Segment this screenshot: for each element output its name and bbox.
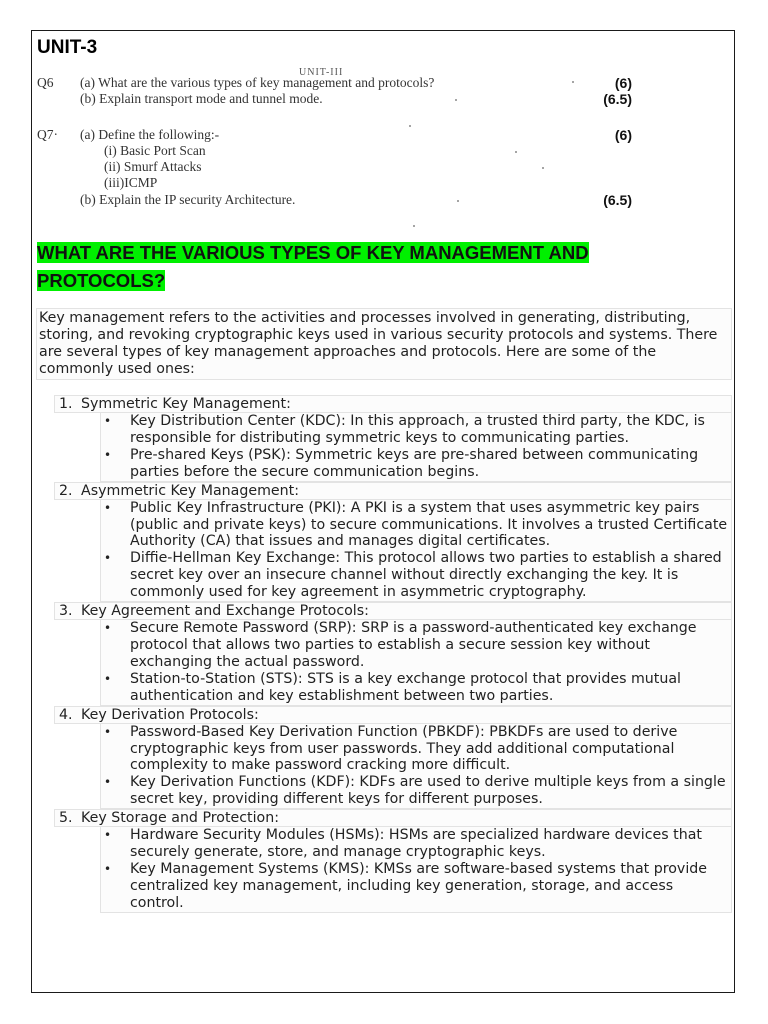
section-heading xyxy=(37,239,622,295)
section-title xyxy=(54,706,732,724)
bullet-item: • Pre-shared Keys (PSK): Symmetric keys are pre-shared between communicating parties before the secure communication begins. xyxy=(101,447,731,481)
list-item xyxy=(32,706,736,810)
section-title xyxy=(54,395,732,413)
scan-speck xyxy=(457,200,459,202)
q6-part-a-marks: (6) xyxy=(614,75,632,91)
section-number: 1. xyxy=(59,396,73,412)
q7-part-b-marks: (6.5) xyxy=(603,192,632,208)
section-number: 2. xyxy=(59,482,73,499)
scan-speck xyxy=(515,151,517,153)
scanned-question-image xyxy=(37,67,632,257)
bullet-list xyxy=(100,500,732,602)
section-title-text: Asymmetric Key Management: xyxy=(81,482,299,499)
q6-part-a: (a) What are the various types of key management and protocols? xyxy=(80,75,435,90)
section-title-text: Key Agreement and Exchange Protocols: xyxy=(81,603,369,620)
unit-title: UNIT-3 xyxy=(37,37,98,58)
bullet-item: • Station-to-Station (STS): STS is a key exchange protocol that provides mutual authentication and key establishment between two parties. xyxy=(101,671,731,705)
q7-item: (ii) Smurf Attacks xyxy=(104,159,202,174)
section-number: 5. xyxy=(59,810,73,827)
q6-part-b-marks: (6.5) xyxy=(603,91,632,107)
intro-paragraph: Key management refers to the activities and processes involved in generating, distributing, storing, and revoking cryptographic keys used in various security protocols and systems. There are several types of key management approaches and protocols. Here are some of the commonly used ones: xyxy=(36,308,732,380)
bullet-item: • Password-Based Key Derivation Function (PBKDF): PBKDFs are used to derive cryptographic keys from user passwords. They add additional computational complexity to make password cracking more difficult. xyxy=(101,724,731,775)
list-item xyxy=(32,482,736,602)
section-number: 4. xyxy=(59,706,73,723)
scan-speck xyxy=(413,225,415,227)
bullet-item: • Key Distribution Center (KDC): In this approach, a trusted third party, the KDC, is responsible for distributing symmetric keys to communicating parties. xyxy=(101,413,731,447)
q7-item: (iii)ICMP xyxy=(104,175,158,190)
bullet-item: • Key Derivation Functions (KDF): KDFs are used to derive multiple keys from a single secret key, providing different keys for different purposes. xyxy=(101,774,731,808)
key-management-list xyxy=(32,395,736,913)
q7-part-b: (b) Explain the IP security Architecture. xyxy=(80,192,296,207)
bullet-item: • Key Management Systems (KMS): KMSs are software-based systems that provide centralized key management, including key generation, storage, and access control. xyxy=(101,861,731,912)
bullet-list xyxy=(100,620,732,706)
scan-speck xyxy=(572,81,574,83)
q7-part-a-marks: (6) xyxy=(614,127,632,143)
bullet-list xyxy=(100,413,732,482)
section-number: 3. xyxy=(59,603,73,620)
section-title xyxy=(54,809,732,827)
section-title-text: Symmetric Key Management: xyxy=(81,396,291,412)
bullet-item: • Public Key Infrastructure (PKI): A PKI is a system that uses asymmetric key pairs (public and private keys) to secure communications. It involves a trusted Certificate Authority (CA) that issues and manages digital certificates. xyxy=(101,500,731,551)
bullet-item: • Diffie-Hellman Key Exchange: This protocol allows two parties to establish a shared secret key over an insecure channel without directly exchanging the key. It is commonly used for key agreement in asymmetric cryptography. xyxy=(101,550,731,601)
scan-header-partial: UNIT-III xyxy=(299,67,344,78)
list-item xyxy=(32,602,736,706)
scan-speck xyxy=(542,167,544,169)
section-title xyxy=(54,602,732,620)
bullet-item: • Secure Remote Password (SRP): SRP is a password-authenticated key exchange protocol that allows two parties to establish a secure session key without exchanging the actual password. xyxy=(101,620,731,671)
bullet-list xyxy=(100,827,732,913)
scan-speck xyxy=(409,125,411,127)
section-title-text: Key Storage and Protection: xyxy=(81,810,280,827)
q7-item: (i) Basic Port Scan xyxy=(104,143,206,158)
document-page xyxy=(31,30,735,993)
list-item xyxy=(32,395,736,482)
q6-part-b: (b) Explain transport mode and tunnel mode. xyxy=(80,91,323,106)
bullet-item: • Hardware Security Modules (HSMs): HSMs are specialized hardware devices that securely generate, store, and manage cryptographic keys. xyxy=(101,827,731,861)
scan-speck xyxy=(455,99,457,101)
q6-number: Q6 xyxy=(37,75,54,90)
q7-number: Q7· xyxy=(37,127,58,142)
section-title-text: Key Derivation Protocols: xyxy=(81,706,259,723)
list-item xyxy=(32,809,736,913)
section-heading-highlight: WHAT ARE THE VARIOUS TYPES OF KEY MANAGEMENT AND PROTOCOLS? xyxy=(37,242,589,291)
bullet-list xyxy=(100,724,732,810)
section-title xyxy=(54,482,732,500)
q7-part-a: (a) Define the following:- xyxy=(80,127,220,142)
